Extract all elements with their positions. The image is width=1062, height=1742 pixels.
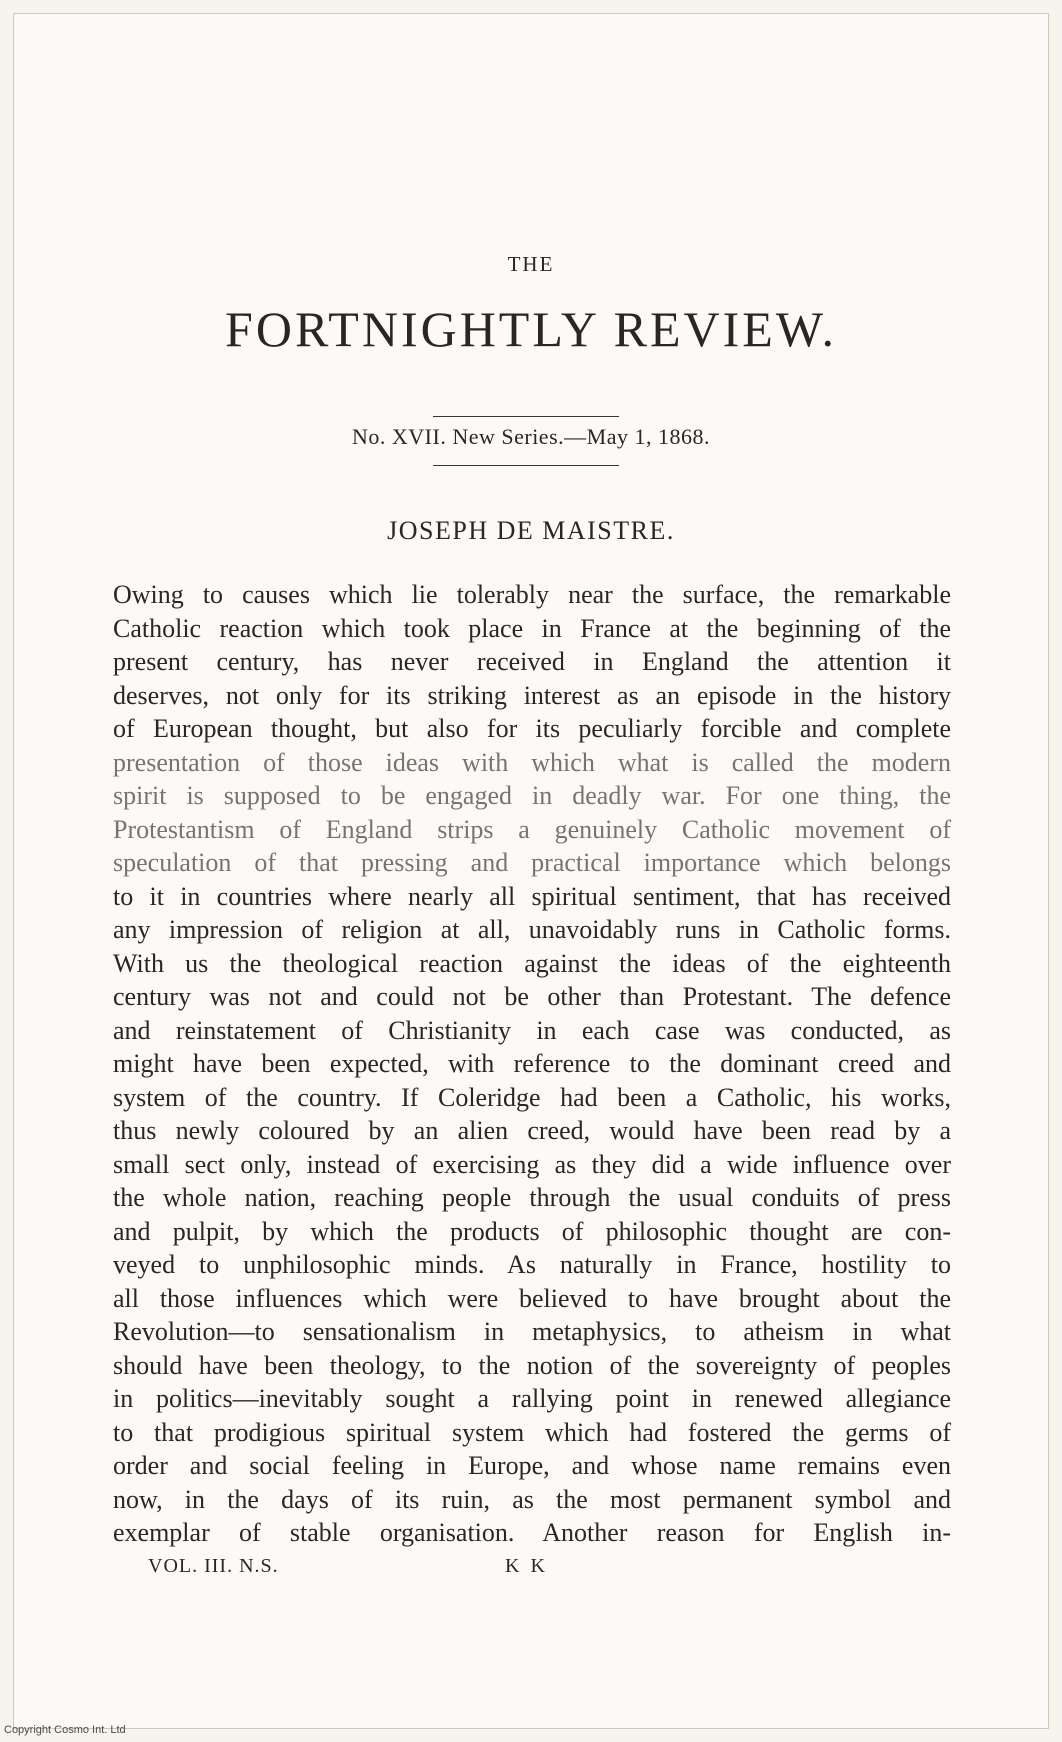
- body-line: century was not and could not be other than Protestant. The defence: [113, 982, 951, 1011]
- body-line: exemplar of stable organisation. Another reason for English in-: [113, 1518, 951, 1547]
- journal-title: FORTNIGHTLY REVIEW.: [225, 301, 837, 357]
- body-line: of European thought, but also for its peculiarly forcible and complete: [113, 714, 951, 743]
- article-body: [113, 578, 951, 1550]
- issue-line: No. XVII. New Series.—May 1, 1868.: [352, 424, 710, 449]
- body-line: small sect only, instead of exercising as they did a wide influence over: [113, 1149, 951, 1179]
- issue-rule-top: [433, 416, 619, 417]
- body-line: spirit is supposed to be engaged in deadly war. For one thing, the: [113, 781, 951, 810]
- copyright-notice: Copyright Cosmo Int. Ltd: [4, 1724, 126, 1736]
- signature-mark: K K: [505, 1555, 548, 1577]
- body-line: Owing to causes which lie tolerably near the surface, the remarkable: [113, 580, 951, 609]
- body-line: veyed to unphilosophic minds. As naturally in France, hostility to: [113, 1250, 951, 1279]
- body-line: to it in countries where nearly all spiritual sentiment, that has received: [113, 881, 951, 911]
- body-line: and reinstatement of Christianity in each case was conducted, as: [113, 1015, 951, 1045]
- issue-rule-bottom: [433, 465, 619, 466]
- body-line: might have been expected, with reference to the dominant creed and: [113, 1049, 951, 1078]
- body-line: speculation of that pressing and practical importance which belongs: [113, 848, 951, 877]
- body-line: Catholic reaction which took place in France at the beginning of the: [113, 613, 951, 643]
- body-line: now, in the days of its ruin, as the most permanent symbol and: [113, 1484, 951, 1514]
- body-line: present century, has never received in England the attention it: [113, 647, 951, 676]
- body-line: presentation of those ideas with which what is called the modern: [113, 747, 951, 777]
- body-line: order and social feeling in Europe, and whose name remains even: [113, 1451, 951, 1480]
- body-line: any impression of religion at all, unavoidably runs in Catholic forms.: [113, 915, 951, 944]
- body-line: to that prodigious spiritual system which had fostered the germs of: [113, 1417, 951, 1447]
- journal-pre-title: THE: [507, 252, 555, 276]
- body-line: Protestantism of England strips a genuinely Catholic movement of: [113, 814, 951, 844]
- body-line: the whole nation, reaching people through the usual conduits of press: [113, 1183, 951, 1212]
- body-line: all those influences which were believed to have brought about the: [113, 1283, 951, 1313]
- body-line: in politics—inevitably sought a rallying point in renewed allegiance: [113, 1384, 951, 1413]
- body-line: deserves, not only for its striking interest as an episode in the history: [113, 680, 951, 710]
- body-line: With us the theological reaction against the ideas of the eighteenth: [113, 948, 951, 978]
- body-line: system of the country. If Coleridge had been a Catholic, his works,: [113, 1082, 951, 1112]
- body-line: and pulpit, by which the products of philosophic thought are con-: [113, 1216, 951, 1246]
- body-line: Revolution—to sensationalism in metaphysics, to atheism in what: [113, 1317, 951, 1346]
- body-line: should have been theology, to the notion of the sovereignty of peoples: [113, 1350, 951, 1380]
- volume-footer: VOL. III. N.S.: [148, 1555, 279, 1577]
- article-title: JOSEPH DE MAISTRE.: [387, 516, 675, 545]
- body-line: thus newly coloured by an alien creed, would have been read by a: [113, 1116, 951, 1145]
